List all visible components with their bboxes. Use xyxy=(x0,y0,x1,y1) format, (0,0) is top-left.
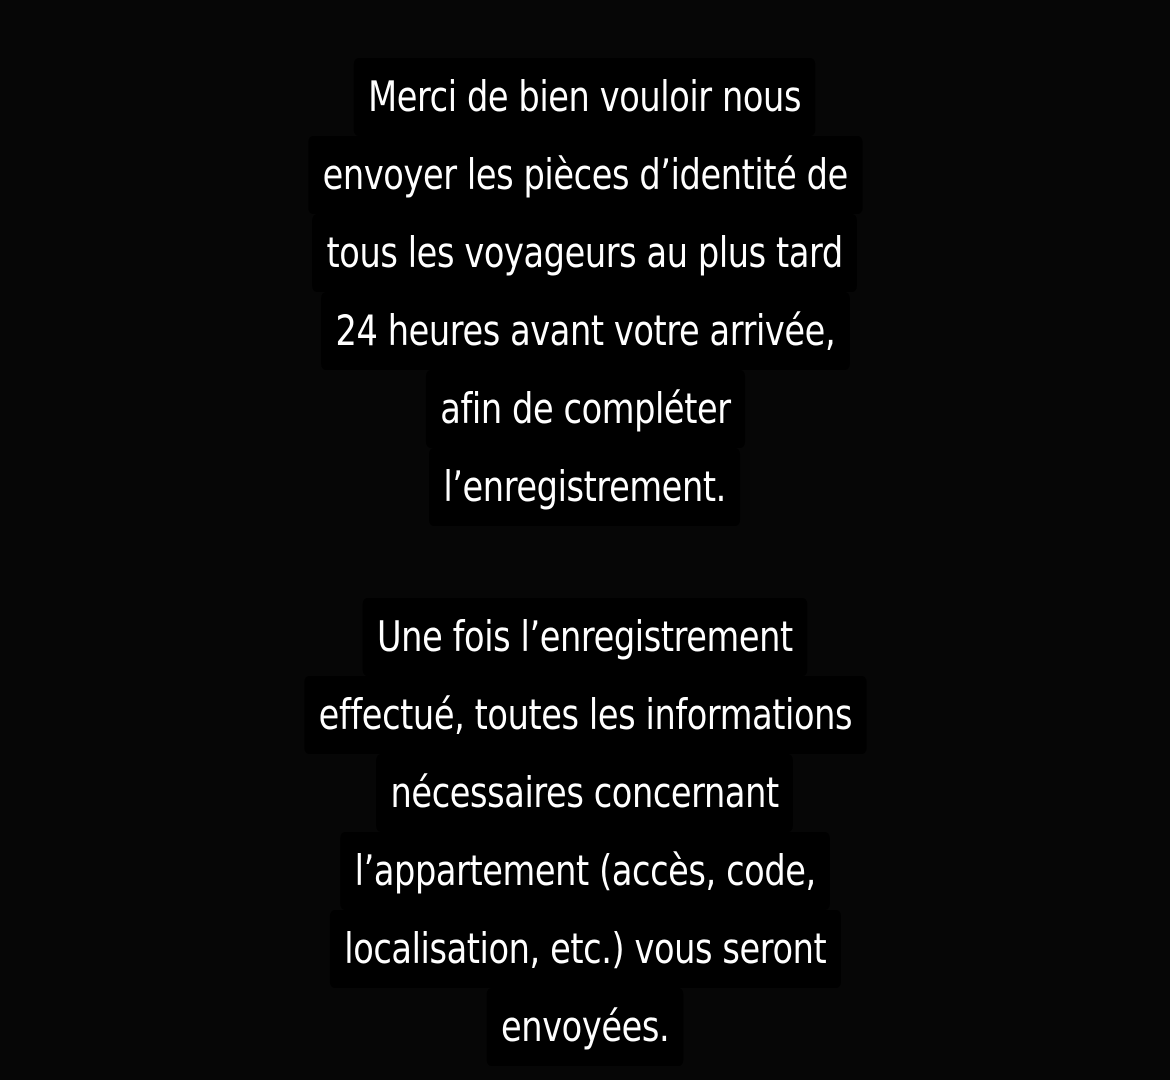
text-line: Une fois l’enregistrement xyxy=(363,598,808,676)
paragraph-identity-request xyxy=(0,58,1170,526)
text-line: envoyées. xyxy=(486,988,683,1066)
text-line: nécessaires concernant xyxy=(376,754,793,832)
text-line: tous les voyageurs au plus tard xyxy=(312,214,857,292)
text-line: envoyer les pièces d’identité de xyxy=(308,136,862,214)
text-line: l’appartement (accès, code, xyxy=(340,832,830,910)
text-line: l’enregistrement. xyxy=(429,448,740,526)
text-line: afin de compléter xyxy=(425,370,744,448)
text-line: localisation, etc.) vous seront xyxy=(330,910,841,988)
text-line: effectué, toutes les informations xyxy=(304,676,866,754)
paragraph-apartment-info xyxy=(0,598,1170,1066)
text-line: 24 heures avant votre arrivée, xyxy=(321,292,850,370)
text-line: Merci de bien vouloir nous xyxy=(354,58,816,136)
